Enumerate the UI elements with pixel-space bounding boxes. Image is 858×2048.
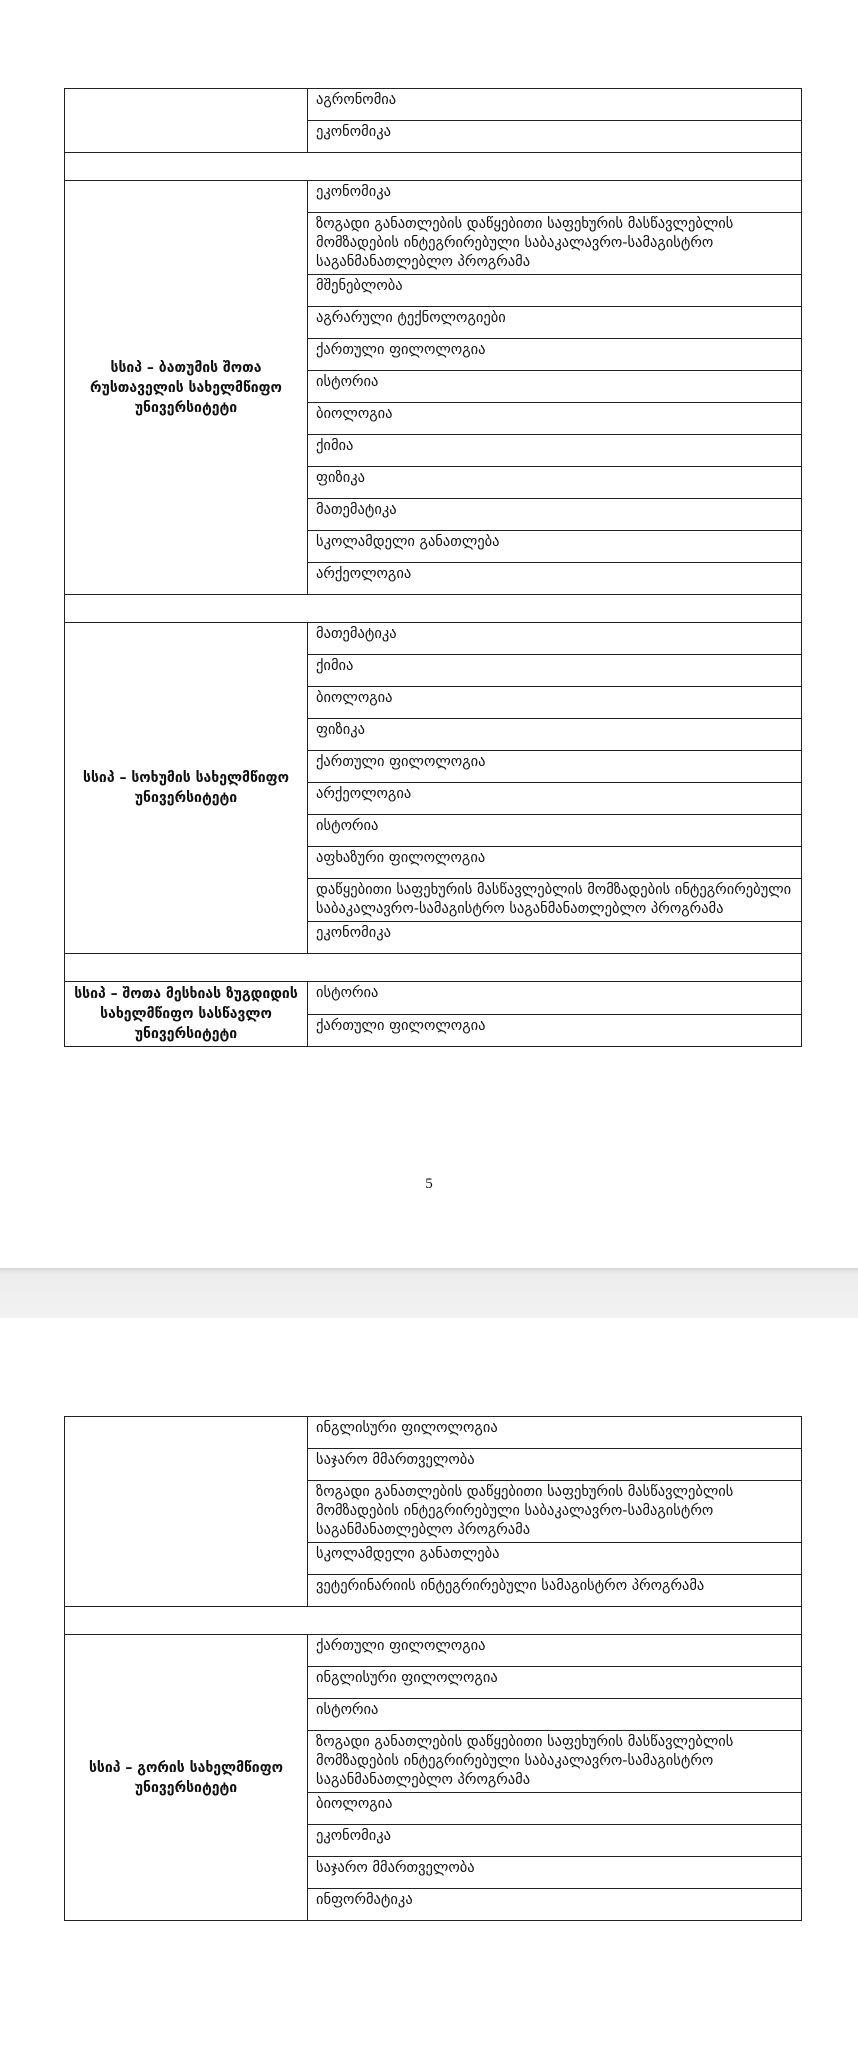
program-cell: ბიოლოგია bbox=[308, 1793, 802, 1825]
program-cell: მათემატიკა bbox=[308, 623, 802, 655]
program-cell: დაწყებითი საფეხურის მასწავლებლის მომზადების ინტეგრირებული საბაკალავრო-სამაგისტრო საგანმანათლებლო პროგრამა bbox=[308, 879, 802, 922]
page-number: 5 bbox=[425, 1176, 433, 1192]
separator-row bbox=[65, 153, 802, 181]
program-cell: ისტორია bbox=[308, 371, 802, 403]
university-name-batumi: სსიპ – ბათუმის შოთა რუსთაველის სახელმწიფო უნივერსიტეტი bbox=[65, 181, 308, 595]
program-cell: ქართული ფილოლოგია bbox=[308, 339, 802, 371]
program-cell: ბიოლოგია bbox=[308, 403, 802, 435]
program-cell: ისტორია bbox=[308, 1699, 802, 1731]
program-cell: ბიოლოგია bbox=[308, 687, 802, 719]
program-cell: ზოგადი განათლების დაწყებითი საფეხურის მასწავლებლის მომზადების ინტეგრირებული საბაკალავრო-სამაგისტრო საგანმანათლებლო პროგრამა bbox=[308, 1481, 802, 1543]
page-divider bbox=[0, 1268, 858, 1318]
university-name-zugdidi: სსიპ – შოთა მესხიას ზუგდიდის სახელმწიფო სასწავლო უნივერსიტეტი bbox=[65, 982, 308, 1047]
program-cell: ზოგადი განათლების დაწყებითი საფეხურის მასწავლებლის მომზადების ინტეგრირებული საბაკალავრო-სამაგისტრო საგანმანათლებლო პროგრამა bbox=[308, 1731, 802, 1793]
program-cell: ქიმია bbox=[308, 435, 802, 467]
university-cell-empty bbox=[65, 89, 308, 153]
program-cell: აგრონომია bbox=[308, 89, 802, 121]
program-cell: ინგლისური ფილოლოგია bbox=[308, 1417, 802, 1449]
university-name-sokhumi: სსიპ – სოხუმის სახელმწიფო უნივერსიტეტი bbox=[65, 623, 308, 954]
program-cell: ინგლისური ფილოლოგია bbox=[308, 1667, 802, 1699]
program-cell: აგრარული ტექნოლოგიები bbox=[308, 307, 802, 339]
program-cell: ინფორმატიკა bbox=[308, 1889, 802, 1921]
separator-row bbox=[65, 954, 802, 982]
program-cell: ვეტერინარიის ინტეგრირებული სამაგისტრო პროგრამა bbox=[308, 1575, 802, 1607]
separator-row bbox=[65, 595, 802, 623]
program-cell: აფხაზური ფილოლოგია bbox=[308, 847, 802, 879]
university-name-gori: სსიპ – გორის სახელმწიფო უნივერსიტეტი bbox=[65, 1635, 308, 1921]
program-cell: საჯარო მმართველობა bbox=[308, 1449, 802, 1481]
program-cell: ისტორია bbox=[308, 982, 802, 1015]
program-cell: მათემატიკა bbox=[308, 499, 802, 531]
program-cell: ფიზიკა bbox=[308, 719, 802, 751]
program-cell: ქართული ფილოლოგია bbox=[308, 1014, 802, 1047]
program-cell: არქეოლოგია bbox=[308, 783, 802, 815]
program-cell: ეკონომიკა bbox=[308, 121, 802, 153]
program-cell: საჯარო მმართველობა bbox=[308, 1857, 802, 1889]
program-cell: ზოგადი განათლების დაწყებითი საფეხურის მასწავლებლის მომზადების ინტეგრირებული საბაკალავრო-სამაგისტრო საგანმანათლებლო პროგრამა bbox=[308, 213, 802, 275]
program-cell: ეკონომიკა bbox=[308, 922, 802, 954]
university-programs-table bbox=[64, 88, 802, 1047]
program-cell: მშენებლობა bbox=[308, 275, 802, 307]
university-programs-table bbox=[64, 1416, 802, 1921]
program-cell: ისტორია bbox=[308, 815, 802, 847]
program-cell: ეკონომიკა bbox=[308, 181, 802, 213]
program-cell: ქართული ფილოლოგია bbox=[308, 751, 802, 783]
program-cell: ეკონომიკა bbox=[308, 1825, 802, 1857]
program-cell: სკოლამდელი განათლება bbox=[308, 1543, 802, 1575]
document-page-6 bbox=[0, 1318, 858, 2048]
program-cell: სკოლამდელი განათლება bbox=[308, 531, 802, 563]
university-cell-empty bbox=[65, 1417, 308, 1607]
separator-row bbox=[65, 1607, 802, 1635]
program-cell: არქეოლოგია bbox=[308, 563, 802, 595]
program-cell: ქართული ფილოლოგია bbox=[308, 1635, 802, 1667]
program-cell: ქიმია bbox=[308, 655, 802, 687]
program-cell: ფიზიკა bbox=[308, 467, 802, 499]
